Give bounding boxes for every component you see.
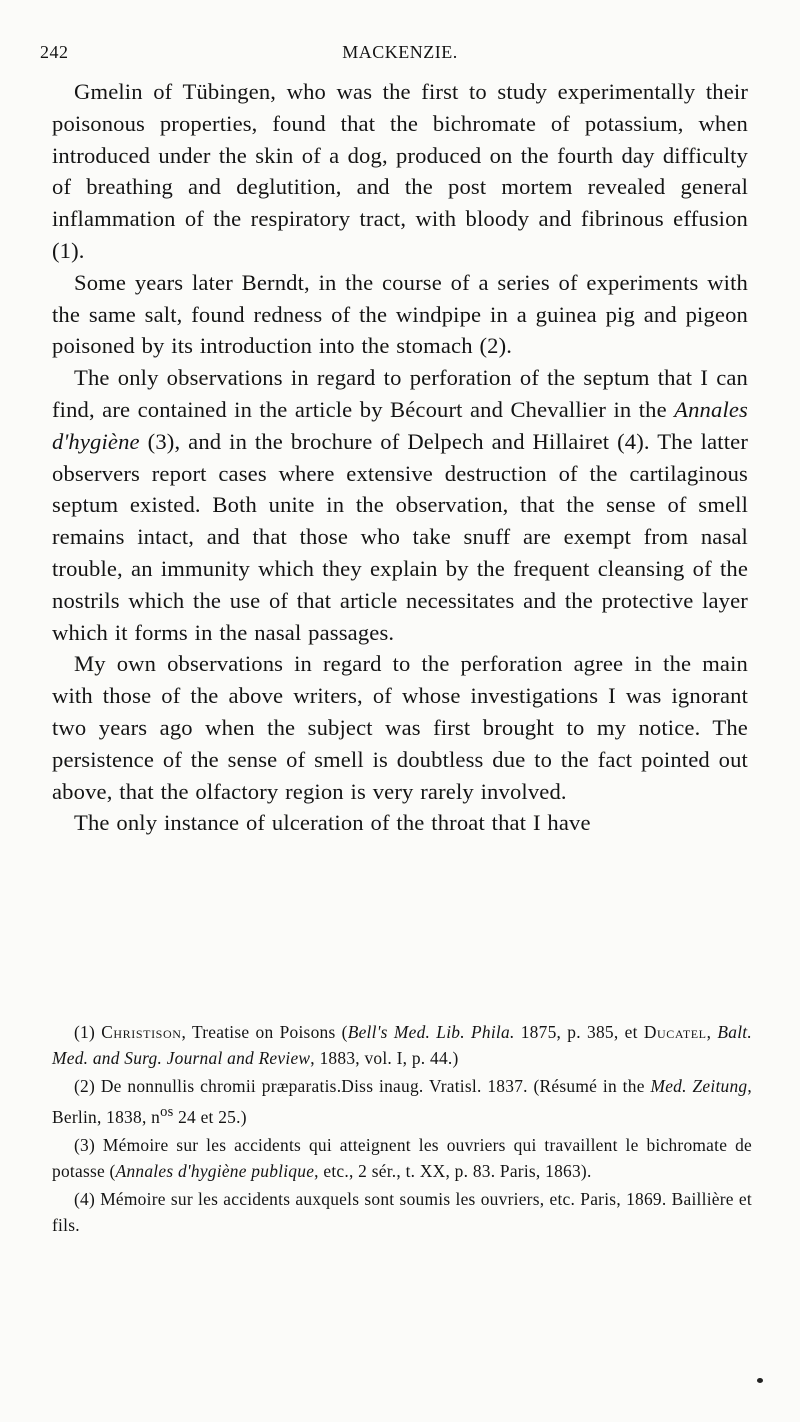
paragraph-2: Some years later Berndt, in the course of a series of experiments with the same salt, found redness of the windpipe in a guinea pig and pigeon poisoned by its introduction into the stomach (2).	[52, 269, 748, 359]
paragraph-3-part-1: The only observations in regard to perforation of the septum that I can find, are contained in the article by Bécourt and Chevallier in the	[52, 365, 748, 422]
footnote-source: Annales d'hygiène publique	[115, 1160, 315, 1181]
footnote-source: Bell's Med. Lib. Phila.	[347, 1022, 515, 1042]
paragraph-3	[52, 362, 748, 648]
footnote-text: , Berlin, 1838, n	[52, 1076, 752, 1127]
footnote-text: , 1883, vol. I, p. 44.)	[310, 1047, 459, 1068]
footnotes	[52, 1020, 752, 1242]
footnote-mark: (2)	[74, 1076, 96, 1097]
footnote-2	[52, 1074, 752, 1130]
footnote-mark: (3)	[74, 1135, 96, 1156]
paragraph-4: My own observations in regard to the perforation agree in the main with those of the above writers, of whose investigations I was ignorant two years ago when the subject was first brought to my notice. The persistence of the sense of smell is doubtless due to the fact pointed out above, that the olfactory region is very rarely involved.	[52, 651, 748, 804]
footnote-3	[52, 1133, 752, 1184]
footnote-text: Mémoire sur les accidents auxquels sont soumis les ouvriers, etc. Paris, 1869. Baillière et fils.	[52, 1189, 752, 1235]
footnote-source: Med. Zeitung	[650, 1076, 748, 1097]
running-head: MACKENZIE.	[342, 42, 458, 62]
ink-dot	[757, 1378, 763, 1383]
footnote-text: 24 et 25.)	[173, 1106, 247, 1127]
page-number: 242	[40, 42, 69, 62]
paragraph-5: The only instance of ulceration of the throat that I have	[74, 810, 591, 836]
footnote-author: Ducatel	[643, 1022, 707, 1042]
footnote-mark: (4)	[74, 1189, 96, 1210]
journal-title: Annales d'hygiène	[52, 396, 748, 454]
footnote-text: De nonnullis chromii præparatis.Diss inaug. Vratisl. 1837. (Résumé in the	[100, 1076, 651, 1097]
footnote-source: Balt. Med. and Surg. Journal and Review	[52, 1022, 752, 1068]
footnote-mark: (1)	[74, 1022, 96, 1042]
footnote-text: 1875, p. 385, et	[514, 1022, 644, 1042]
footnote-superscript: os	[160, 1103, 174, 1120]
footnote-4	[52, 1187, 752, 1238]
paragraph-3-part-2: (3), and in the brochure of Delpech and Hillairet (4). The latter observers report cases where extensive destruction of the cartilaginous septum existed. Both unite in the observation, that the sense of smell remains intact, and that those who take snuff are exempt from nasal trouble, an immunity which they explain by the frequent cleansing of the nostrils which the use of that article necessitates and the protective layer which it forms in the nasal passages.	[52, 428, 748, 645]
main-text	[52, 76, 748, 839]
footnote-text: Mémoire sur les accidents qui atteignent les ouvriers qui travaillent le bichromate de potasse (	[52, 1135, 752, 1181]
footnote-text: , etc., 2 sér., t. XX, p. 83. Paris, 1863).	[314, 1160, 592, 1181]
footnote-author: Christison	[101, 1022, 182, 1042]
footnote-text: , Treatise on Poisons (	[181, 1022, 348, 1042]
paragraph-1: Gmelin of Tübingen, who was the first to study experimentally their poisonous properties, found that the bichromate of potassium, when introduced under the skin of a dog, produced on the fourth day difficulty of breathing and deglutition, and the post mortem revealed general inflammation of the respiratory tract, with bloody and fibrinous effusion (1).	[52, 79, 748, 263]
page-header	[40, 42, 760, 72]
footnote-1	[52, 1020, 752, 1071]
footnote-text: ,	[706, 1022, 718, 1042]
